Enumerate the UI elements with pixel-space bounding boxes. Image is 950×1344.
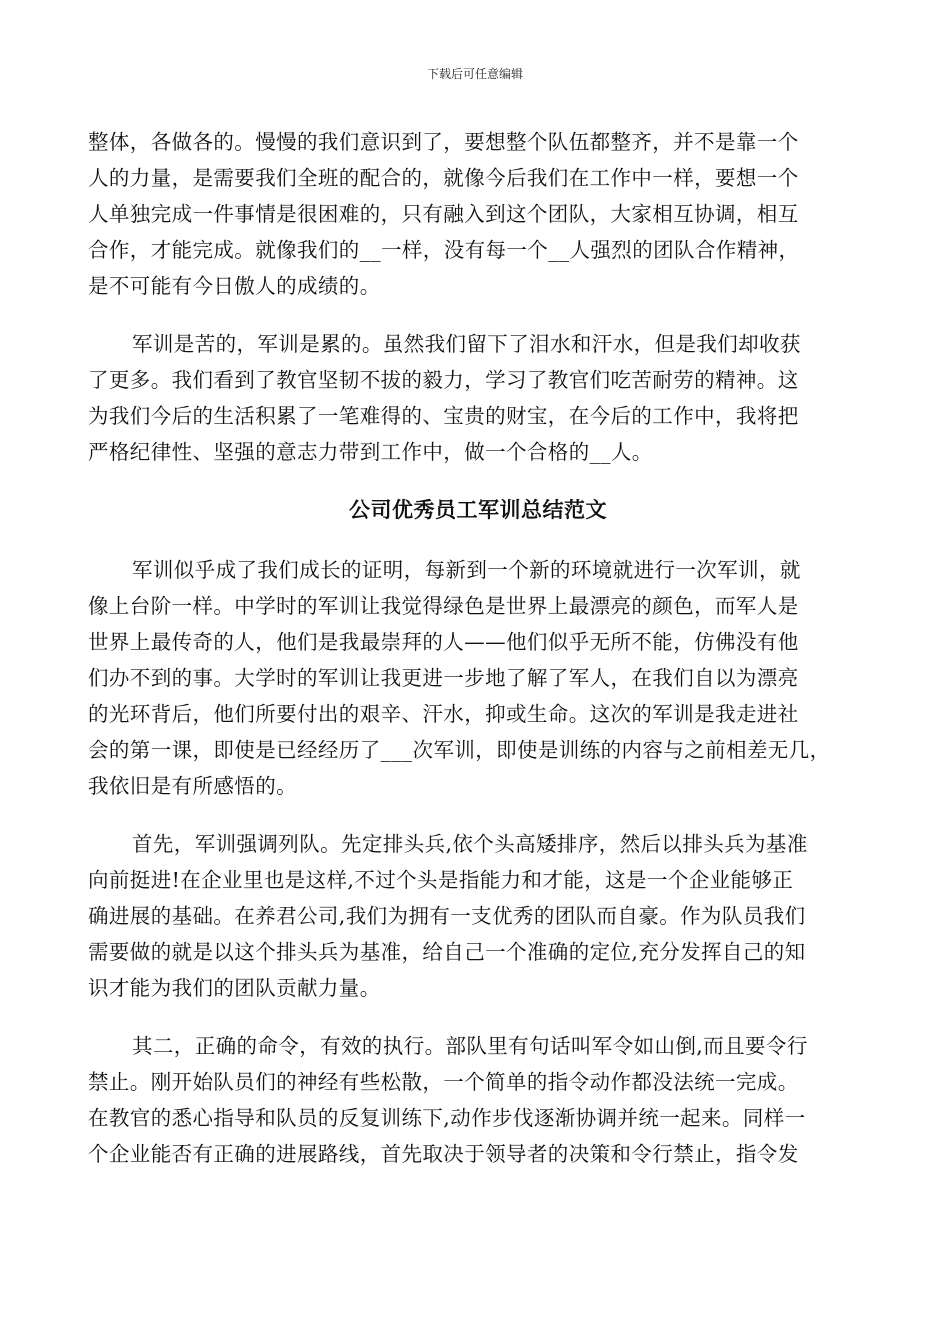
text-line: 识才能为我们的团队贡献力量。 <box>88 976 381 1000</box>
text-line: 世界上最传奇的人，他们是我最崇拜的人——他们似乎无所不能，仿佛没有他 <box>88 630 799 654</box>
text-line: 首先，军训强调列队。先定排头兵,依个头高矮排序，然后以排头兵为基准 <box>132 832 808 856</box>
text-line: 的光环背后，他们所要付出的艰辛、汗水，抑或生命。这次的军训是我走进社 <box>88 702 799 726</box>
text-line: 个企业能否有正确的进展路线，首先取决于领导者的决策和令行禁止，指令发 <box>88 1142 799 1166</box>
text-line: 会的第一课，即使是已经经历了___次军训，即使是训练的内容与之前相差无几， <box>88 738 831 762</box>
text-line: 军训是苦的，军训是累的。虽然我们留下了泪水和汗水，但是我们却收获 <box>132 332 801 356</box>
text-line: 我依旧是有所感悟的。 <box>88 774 297 798</box>
text-line: 是不可能有今日傲人的成绩的。 <box>88 274 381 298</box>
text-line: 为我们今后的生活积累了一笔难得的、宝贵的财宝，在今后的工作中，我将把 <box>88 404 799 428</box>
document-body <box>88 124 868 1194</box>
text-line: 其二，正确的命令，有效的执行。部队里有句话叫军令如山倒,而且要令行 <box>132 1034 808 1058</box>
text-line: 确进展的基础。在养君公司,我们为拥有一支优秀的团队而自豪。作为队员我们 <box>88 904 806 928</box>
page-header: 下载后可任意编辑 <box>426 67 523 81</box>
text-line: 在教官的悉心指导和队员的反复训练下,动作步伐逐渐协调并统一起来。同样一 <box>88 1106 806 1130</box>
paragraph <box>88 826 868 1006</box>
text-line: 人的力量，是需要我们全班的配合的，就像今后我们在工作中一样，要想一个 <box>88 166 799 190</box>
text-line: 合作，才能完成。就像我们的__一样，没有每一个__人强烈的团队合作精神， <box>88 238 800 262</box>
text-line: 们办不到的事。大学时的军训让我更进一步地了解了军人，在我们自以为漂亮 <box>88 666 799 690</box>
text-line: 需要做的就是以这个排头兵为基准，给自己一个准确的定位,充分发挥自己的知 <box>88 940 806 964</box>
text-line: 像上台阶一样。中学时的军训让我觉得绿色是世界上最漂亮的颜色，而军人是 <box>88 594 799 618</box>
text-line: 人单独完成一件事情是很困难的，只有融入到这个团队，大家相互协调，相互 <box>88 202 799 226</box>
text-line: 严格纪律性、坚强的意志力带到工作中，做一个合格的__人。 <box>88 440 653 464</box>
paragraph <box>88 124 868 304</box>
text-line: 禁止。刚开始队员们的神经有些松散，一个简单的指令动作都没法统一完成。 <box>88 1070 799 1094</box>
paragraph <box>88 552 868 804</box>
text-line: 军训似乎成了我们成长的证明，每新到一个新的环境就进行一次军训，就 <box>132 558 801 582</box>
paragraph <box>88 326 868 470</box>
paragraph <box>88 1028 868 1172</box>
text-line: 整体，各做各的。慢慢的我们意识到了，要想整个队伍都整齐，并不是靠一个 <box>88 130 799 154</box>
text-line: 了更多。我们看到了教官坚韧不拔的毅力，学习了教官们吃苦耐劳的精神。这 <box>88 368 799 392</box>
text-line: 向前挺进!在企业里也是这样,不过个头是指能力和才能，这是一个企业能够正 <box>88 868 794 892</box>
section-title: 公司优秀员工军训总结范文 <box>349 497 607 522</box>
